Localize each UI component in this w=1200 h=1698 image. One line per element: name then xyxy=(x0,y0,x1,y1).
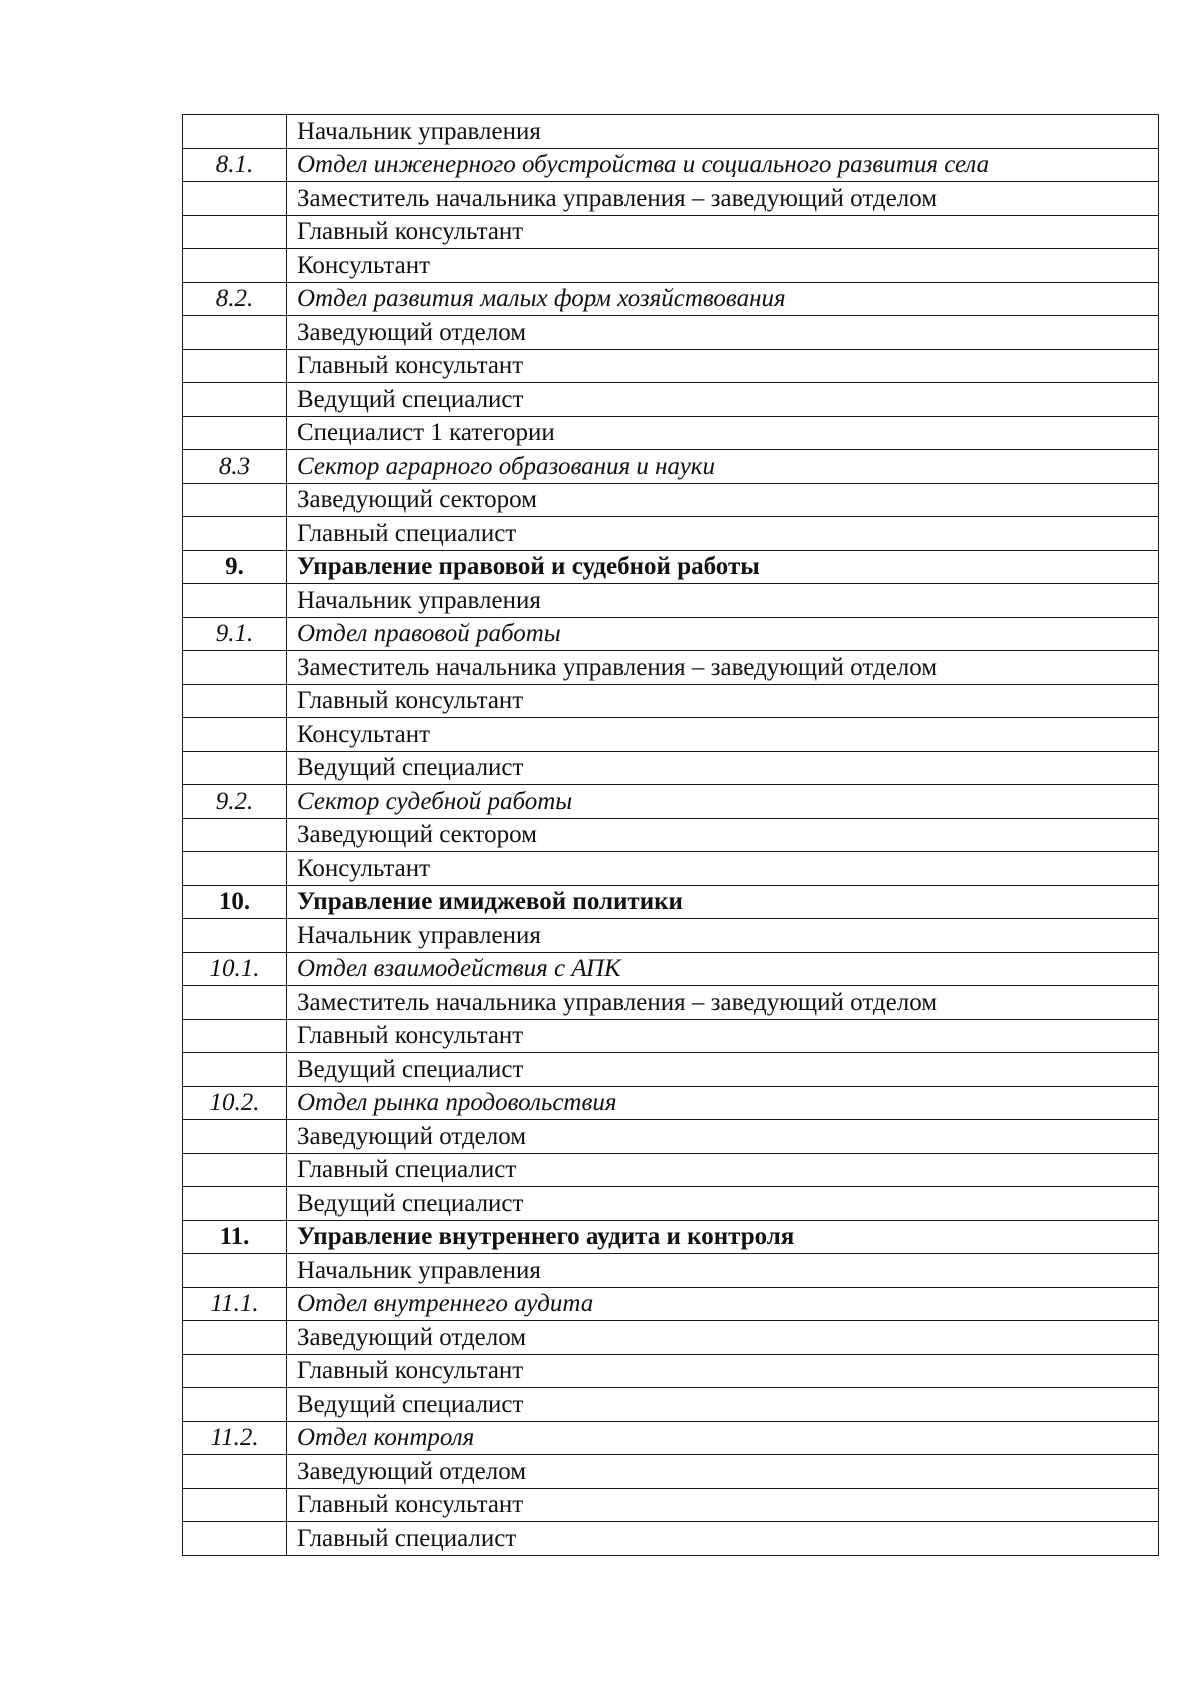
position-title-cell: Заведующий отделом xyxy=(287,1120,1159,1154)
row-number-cell xyxy=(183,483,287,517)
position-row xyxy=(183,115,1159,149)
position-title-cell: Заведующий сектором xyxy=(287,483,1159,517)
row-number-cell xyxy=(183,684,287,718)
position-row xyxy=(183,517,1159,551)
row-number-cell xyxy=(183,383,287,417)
position-row xyxy=(183,1388,1159,1422)
position-title-cell: Начальник управления xyxy=(287,1254,1159,1288)
position-row xyxy=(183,1522,1159,1556)
row-number-cell: 11.1. xyxy=(183,1287,287,1321)
position-title-cell: Главный консультант xyxy=(287,349,1159,383)
position-row xyxy=(183,852,1159,886)
row-number-cell xyxy=(183,651,287,685)
position-title-cell: Главный консультант xyxy=(287,1354,1159,1388)
position-title-cell: Заведующий отделом xyxy=(287,1321,1159,1355)
row-number-cell xyxy=(183,818,287,852)
unit-title-cell: Отдел инженерного обустройства и социального развития села xyxy=(287,148,1159,182)
department-row xyxy=(183,148,1159,182)
row-number-cell xyxy=(183,1019,287,1053)
position-title-cell: Ведущий специалист xyxy=(287,751,1159,785)
position-title-cell: Консультант xyxy=(287,852,1159,886)
position-row xyxy=(183,215,1159,249)
row-number-cell xyxy=(183,986,287,1020)
unit-title-cell: Управление имиджевой политики xyxy=(287,885,1159,919)
row-number-cell xyxy=(183,1053,287,1087)
position-row xyxy=(183,349,1159,383)
position-title-cell: Главный консультант xyxy=(287,1019,1159,1053)
position-row xyxy=(183,1053,1159,1087)
position-title-cell: Заместитель начальника управления – заведующий отделом xyxy=(287,651,1159,685)
position-row xyxy=(183,1354,1159,1388)
position-row xyxy=(183,751,1159,785)
row-number-cell xyxy=(183,349,287,383)
position-row xyxy=(183,1153,1159,1187)
position-title-cell: Ведущий специалист xyxy=(287,1053,1159,1087)
position-title-cell: Главный специалист xyxy=(287,1522,1159,1556)
row-number-cell xyxy=(183,584,287,618)
row-number-cell xyxy=(183,919,287,953)
position-title-cell: Ведущий специалист xyxy=(287,383,1159,417)
row-number-cell xyxy=(183,1321,287,1355)
unit-title-cell: Отдел взаимодействия с АПК xyxy=(287,952,1159,986)
row-number-cell xyxy=(183,517,287,551)
position-row xyxy=(183,919,1159,953)
position-title-cell: Заведующий отделом xyxy=(287,316,1159,350)
position-row xyxy=(183,1455,1159,1489)
row-number-cell xyxy=(183,1153,287,1187)
position-title-cell: Консультант xyxy=(287,718,1159,752)
unit-title-cell: Отдел правовой работы xyxy=(287,617,1159,651)
administration-row xyxy=(183,1220,1159,1254)
row-number-cell xyxy=(183,1488,287,1522)
row-number-cell xyxy=(183,316,287,350)
row-number-cell xyxy=(183,1455,287,1489)
row-number-cell xyxy=(183,1354,287,1388)
administration-row xyxy=(183,885,1159,919)
position-row xyxy=(183,1321,1159,1355)
row-number-cell xyxy=(183,1120,287,1154)
unit-title-cell: Отдел развития малых форм хозяйствования xyxy=(287,282,1159,316)
row-number-cell: 10.1. xyxy=(183,952,287,986)
unit-title-cell: Управление правовой и судебной работы xyxy=(287,550,1159,584)
staff-structure-table xyxy=(182,114,1159,1556)
position-row xyxy=(183,1120,1159,1154)
position-title-cell: Консультант xyxy=(287,249,1159,283)
row-number-cell: 8.3 xyxy=(183,450,287,484)
administration-row xyxy=(183,550,1159,584)
position-row xyxy=(183,483,1159,517)
position-title-cell: Главный консультант xyxy=(287,684,1159,718)
position-title-cell: Начальник управления xyxy=(287,584,1159,618)
row-number-cell: 9.1. xyxy=(183,617,287,651)
position-row xyxy=(183,182,1159,216)
position-title-cell: Заместитель начальника управления – заведующий отделом xyxy=(287,986,1159,1020)
department-row xyxy=(183,617,1159,651)
position-title-cell: Главный специалист xyxy=(287,1153,1159,1187)
unit-title-cell: Управление внутреннего аудита и контроля xyxy=(287,1220,1159,1254)
department-row xyxy=(183,1086,1159,1120)
department-row xyxy=(183,1421,1159,1455)
position-row xyxy=(183,584,1159,618)
position-row xyxy=(183,651,1159,685)
row-number-cell: 10. xyxy=(183,885,287,919)
position-row xyxy=(183,316,1159,350)
position-row xyxy=(183,416,1159,450)
unit-title-cell: Сектор судебной работы xyxy=(287,785,1159,819)
unit-title-cell: Отдел контроля xyxy=(287,1421,1159,1455)
row-number-cell: 10.2. xyxy=(183,1086,287,1120)
department-row xyxy=(183,1287,1159,1321)
department-row xyxy=(183,952,1159,986)
position-title-cell: Заведующий отделом xyxy=(287,1455,1159,1489)
position-row xyxy=(183,383,1159,417)
row-number-cell xyxy=(183,416,287,450)
position-row xyxy=(183,718,1159,752)
position-title-cell: Начальник управления xyxy=(287,919,1159,953)
department-row xyxy=(183,282,1159,316)
position-row xyxy=(183,684,1159,718)
row-number-cell: 9. xyxy=(183,550,287,584)
department-row xyxy=(183,450,1159,484)
position-title-cell: Специалист 1 категории xyxy=(287,416,1159,450)
row-number-cell xyxy=(183,115,287,149)
row-number-cell xyxy=(183,182,287,216)
row-number-cell: 8.2. xyxy=(183,282,287,316)
position-title-cell: Ведущий специалист xyxy=(287,1388,1159,1422)
position-row xyxy=(183,818,1159,852)
position-title-cell: Ведущий специалист xyxy=(287,1187,1159,1221)
row-number-cell: 11. xyxy=(183,1220,287,1254)
unit-title-cell: Отдел внутреннего аудита xyxy=(287,1287,1159,1321)
row-number-cell xyxy=(183,215,287,249)
position-row xyxy=(183,1019,1159,1053)
position-title-cell: Начальник управления xyxy=(287,115,1159,149)
row-number-cell xyxy=(183,249,287,283)
unit-title-cell: Отдел рынка продовольствия xyxy=(287,1086,1159,1120)
row-number-cell xyxy=(183,852,287,886)
position-row xyxy=(183,1187,1159,1221)
row-number-cell xyxy=(183,718,287,752)
table-body xyxy=(183,115,1159,1556)
row-number-cell xyxy=(183,1522,287,1556)
row-number-cell: 11.2. xyxy=(183,1421,287,1455)
row-number-cell xyxy=(183,1388,287,1422)
row-number-cell xyxy=(183,1187,287,1221)
row-number-cell xyxy=(183,751,287,785)
position-row xyxy=(183,249,1159,283)
position-title-cell: Главный консультант xyxy=(287,1488,1159,1522)
row-number-cell xyxy=(183,1254,287,1288)
department-row xyxy=(183,785,1159,819)
position-title-cell: Главный консультант xyxy=(287,215,1159,249)
row-number-cell: 9.2. xyxy=(183,785,287,819)
position-title-cell: Заместитель начальника управления – заведующий отделом xyxy=(287,182,1159,216)
position-title-cell: Заведующий сектором xyxy=(287,818,1159,852)
unit-title-cell: Сектор аграрного образования и науки xyxy=(287,450,1159,484)
position-title-cell: Главный специалист xyxy=(287,517,1159,551)
position-row xyxy=(183,1488,1159,1522)
row-number-cell: 8.1. xyxy=(183,148,287,182)
position-row xyxy=(183,1254,1159,1288)
position-row xyxy=(183,986,1159,1020)
